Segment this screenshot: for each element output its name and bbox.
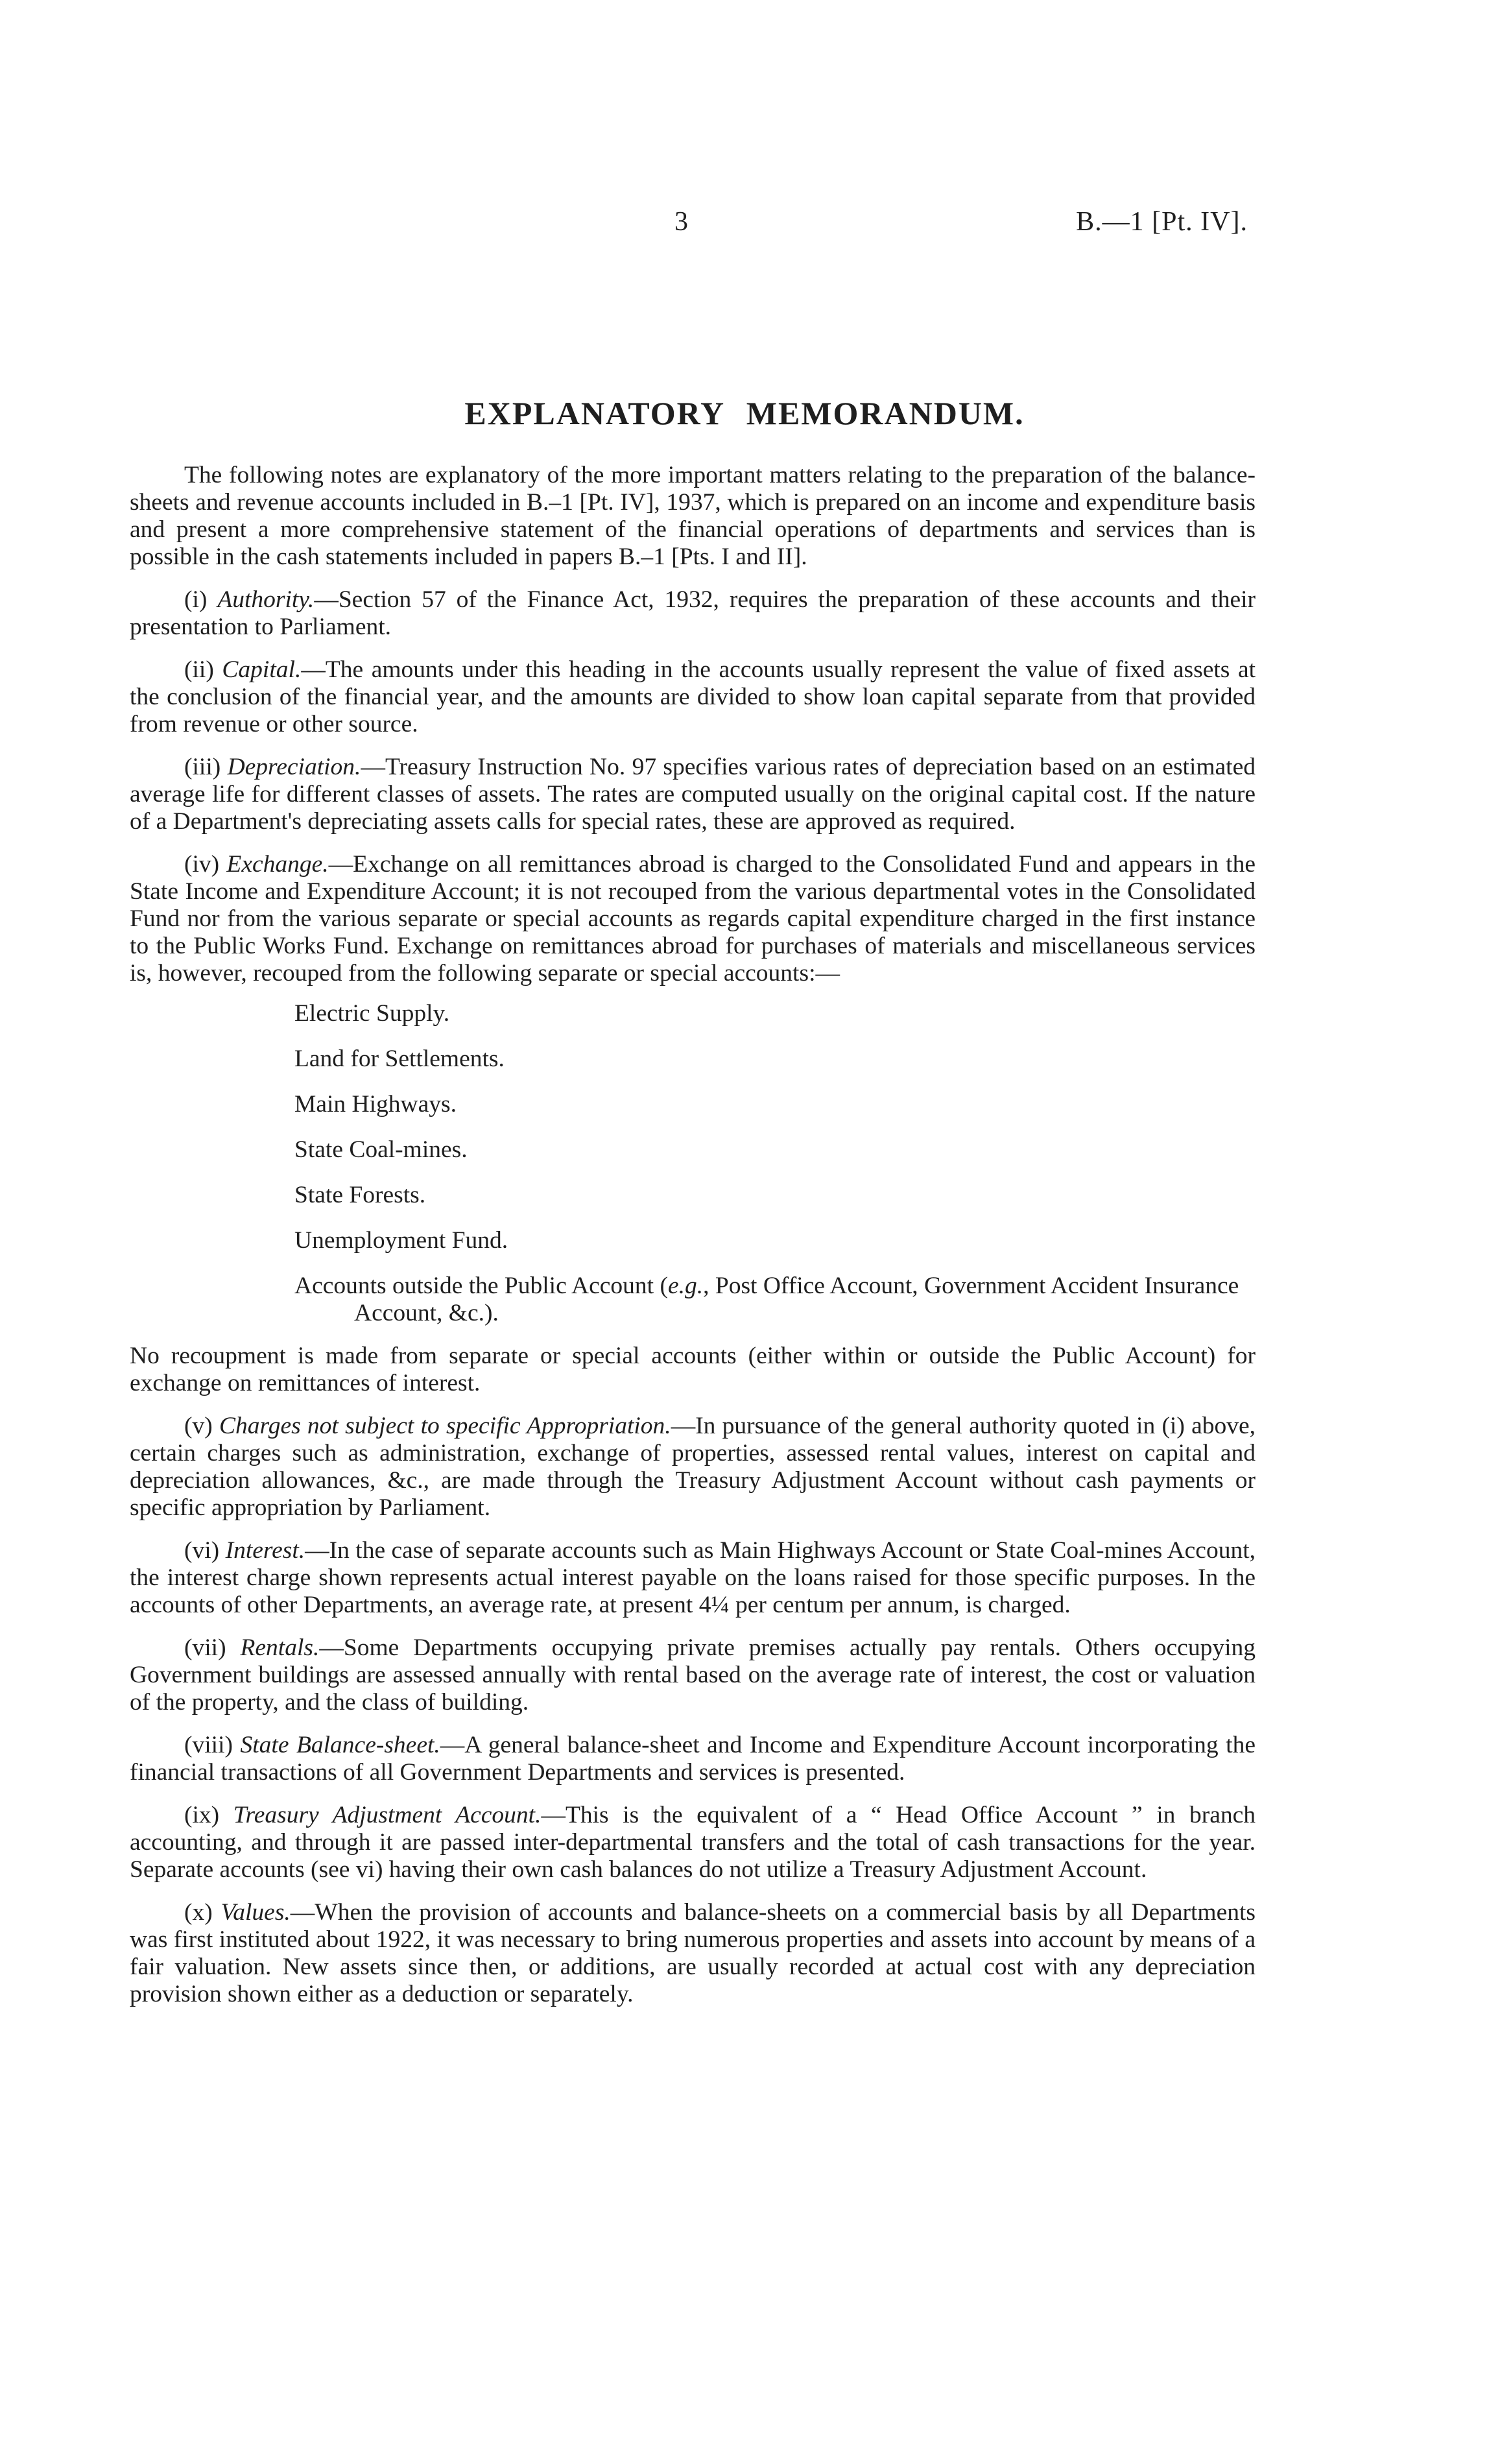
list-item: Main Highways.	[294, 1091, 457, 1118]
section-text: —When the provision of accounts and balance-sheets on a commercial basis by all Departments was first instituted about 1922, it was necessary to bring numerous properties and assets into account by means of a fair valuation. New assets since then, or additions, are usually recorded at actual cost with any depreciation provision shown either as a deduction or separately.	[130, 1899, 1256, 2007]
section-text: —Some Departments occupying private premises actually pay rentals. Others occupying Government buildings are assessed annually with rental based on the average rate of interest, the cost or valuation of the property, and the class of building.	[130, 1634, 1256, 1716]
list-item: Electric Supply.	[294, 1000, 450, 1027]
section-text: —Treasury Instruction No. 97 specifies various rates of depreciation based on an estimated average life for different classes of assets. The rates are computed usually on the original capital cost. If the nature of a Department's depreciating assets calls for special rates, these are approved as required.	[130, 754, 1256, 835]
memorandum-body	[130, 462, 1256, 2024]
section-text: —The amounts under this heading in the accounts usually represent the value of fixed assets at the conclusion of the financial year, and the amounts are divided to show loan capital separate from that provided from revenue or other source.	[130, 656, 1256, 737]
section-heading: Treasury Adjustment Account.	[233, 1802, 542, 1828]
section-number: (ix)	[184, 1802, 220, 1828]
section-exchange	[130, 851, 1256, 987]
section-heading: Exchange.	[226, 851, 329, 878]
section-number: (i)	[184, 586, 208, 613]
list-item-text: Accounts outside the Public Account (	[294, 1273, 668, 1299]
section-heading: Values.	[220, 1899, 291, 1926]
section-text: —Exchange on all remittances abroad is charged to the Consolidated Fund and appears in the State Income and Expenditure Account; it is not recouped from the various departmental votes in the Consolidated Fund nor from the various separate or special accounts as regards capital expenditure charged in the first instance to the Public Works Fund. Exchange on remittances abroad for purchases of materials and miscellaneous services is, however, recouped from the following separate or special accounts:—	[130, 851, 1256, 987]
section-heading: Interest.	[225, 1537, 305, 1564]
no-recoupment-paragraph: No recoupment is made from separate or special accounts (either within or outside the Public Account) for exchange on remittances of interest.	[130, 1343, 1256, 1396]
list-item-eg: e.g.	[667, 1273, 704, 1299]
section-number: (ii)	[184, 656, 214, 683]
list-item: State Forests.	[294, 1182, 426, 1208]
document-reference: B.—1 [Pt. IV].	[1076, 207, 1248, 237]
page-title: EXPLANATORY MEMORANDUM.	[464, 395, 1025, 431]
section-number: (iv)	[184, 851, 220, 878]
accounts-list	[130, 1000, 1256, 1327]
section-treasury-adjustment	[130, 1802, 1256, 1884]
list-item-text: , Post Office Account, Government Accident Insurance Account, &c.).	[354, 1273, 1239, 1326]
section-number: (iii)	[184, 754, 221, 780]
section-text: —In the case of separate accounts such as Main Highways Account or State Coal-mines Account, the interest charge shown represents actual interest payable on the loans raised for those specific purposes. In the accounts of other Departments, an average rate, at present 4¼ per centum per annum, is charged.	[130, 1537, 1256, 1618]
section-interest	[130, 1537, 1256, 1619]
section-heading: State Balance-sheet.	[240, 1732, 440, 1758]
section-number: (vii)	[184, 1634, 226, 1661]
section-heading: Rentals.	[240, 1634, 320, 1661]
section-heading: Depreciation.	[227, 754, 361, 780]
section-charges	[130, 1413, 1256, 1522]
section-capital	[130, 656, 1256, 738]
section-number: (vi)	[184, 1537, 220, 1564]
section-heading: Authority.	[217, 586, 315, 613]
section-number: (x)	[184, 1899, 213, 1926]
section-text: —This is the equivalent of a “ Head Office Account ” in branch accounting, and through it are passed inter-departmental transfers and the total of cash transactions for the year. Separate accounts (see vi) having their own cash balances do not utilize a Treasury Adjustment Account.	[130, 1802, 1256, 1883]
section-number: (v)	[184, 1413, 213, 1439]
section-heading: Capital.	[222, 656, 302, 683]
section-state-balance-sheet	[130, 1732, 1256, 1786]
list-item: State Coal-mines.	[294, 1136, 468, 1163]
section-number: (viii)	[184, 1732, 233, 1758]
section-rentals	[130, 1634, 1256, 1716]
list-item: Land for Settlements.	[294, 1046, 505, 1072]
section-depreciation	[130, 754, 1256, 835]
section-values	[130, 1899, 1256, 2008]
section-heading: Charges not subject to specific Appropriation.	[219, 1413, 671, 1439]
list-item: Unemployment Fund.	[294, 1227, 508, 1254]
section-authority	[130, 586, 1256, 641]
page-number: 3	[674, 207, 688, 237]
list-item-accounts-outside	[294, 1273, 1256, 1327]
section-text: —A general balance-sheet and Income and Expenditure Account incorporating the financial transactions of all Government Departments and services is presented.	[130, 1732, 1256, 1786]
section-text: —In pursuance of the general authority quoted in (i) above, certain charges such as administration, exchange of properties, assessed rental values, interest on capital and depreciation allowances, &c., are made through the Treasury Adjustment Account without cash payments or specific appropriation by Parliament.	[130, 1413, 1256, 1521]
section-text: —Section 57 of the Finance Act, 1932, requires the preparation of these accounts and their presentation to Parliament.	[130, 586, 1256, 640]
intro-paragraph: The following notes are explanatory of the more important matters relating to the preparation of the balance-sheets and revenue accounts included in B.–1 [Pt. IV], 1937, which is prepared on an income and expenditure basis and present a more comprehensive statement of the financial operations of departments and services than is possible in the cash statements included in papers B.–1 [Pts. I and II].	[130, 462, 1256, 570]
